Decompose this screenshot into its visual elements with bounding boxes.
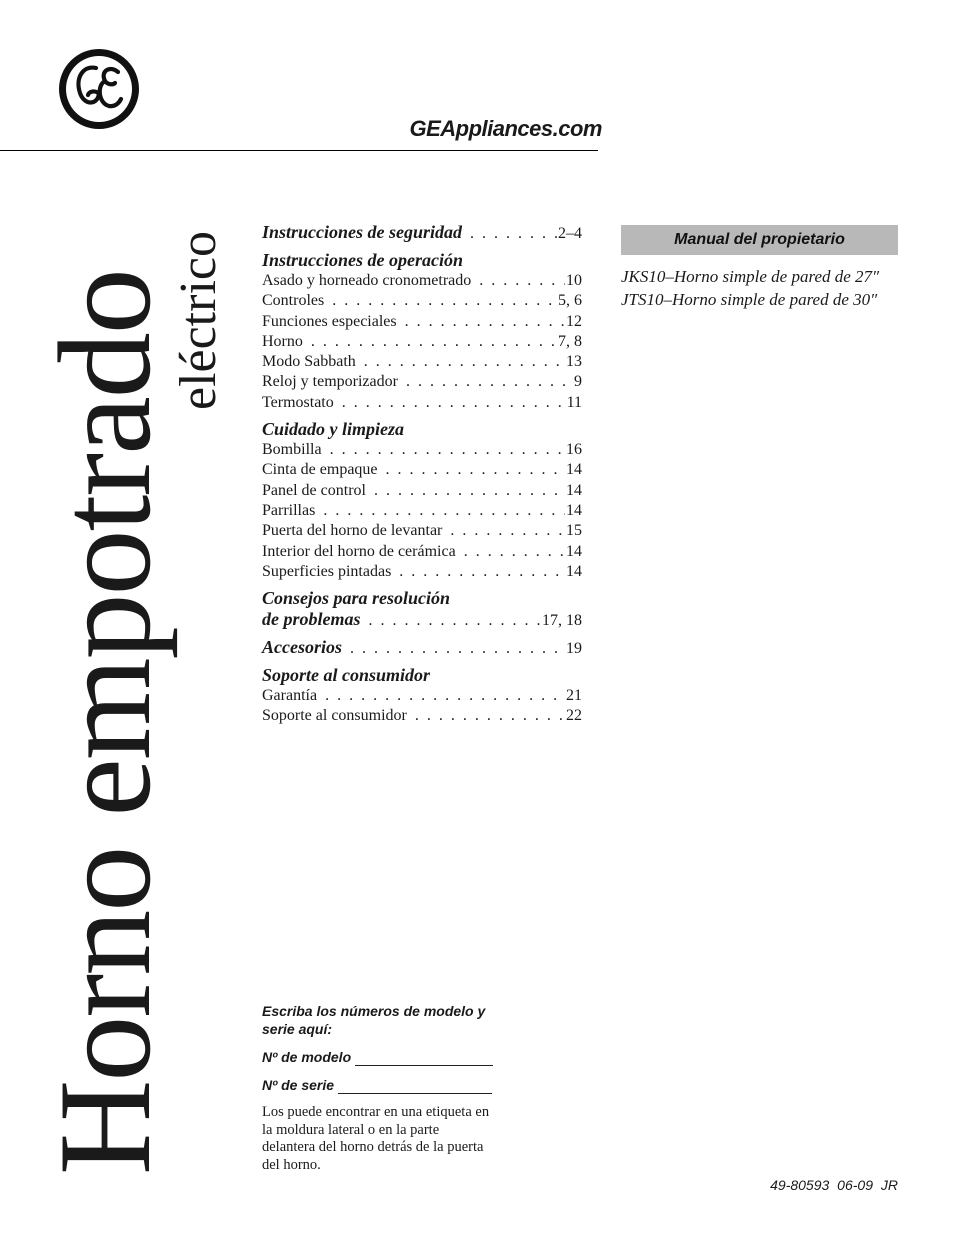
leader-dots <box>325 686 565 706</box>
toc-item[interactable] <box>262 562 582 582</box>
ge-logo-icon <box>58 48 140 130</box>
toc-item-label: Reloj y temporizador <box>262 373 398 391</box>
record-note: Los puede encontrar en una etiqueta en la moldura lateral o en la parte delantera del horno detrás de la puerta del horno. <box>262 1104 490 1173</box>
page-title: Horno empotrado <box>31 270 178 1175</box>
toc-item[interactable] <box>262 460 582 480</box>
toc-item-label: Funciones especiales <box>262 312 397 330</box>
toc-item[interactable] <box>262 291 582 311</box>
leader-dots <box>342 393 566 413</box>
record-heading: Escriba los números de modelo y serie aquí: <box>262 1003 486 1037</box>
toc-item[interactable] <box>262 332 582 352</box>
leader-dots <box>405 312 565 332</box>
toc-item-label: Cinta de empaque <box>262 461 378 479</box>
toc-page: 12 <box>566 312 582 330</box>
toc-item-label: Bombilla <box>262 441 322 459</box>
site-url[interactable]: GEAppliances.com <box>409 116 602 141</box>
toc-heading: Soporte al consumidor <box>262 665 431 686</box>
toc-item-label: Horno <box>262 332 303 350</box>
model-item: JTS10–Horno simple de pared de 30″ <box>621 290 878 309</box>
model-number-label: Nº de modelo <box>262 1049 352 1065</box>
toc-page: 11 <box>566 393 582 411</box>
model-list <box>621 265 879 311</box>
toc-heading: Instrucciones de operación <box>262 250 464 270</box>
table-of-contents <box>262 222 582 733</box>
toc-item-label: Interior del horno de cerámica <box>262 542 456 560</box>
serial-number-field[interactable] <box>262 1076 522 1094</box>
leader-dots <box>470 223 557 244</box>
page-subtitle: eléctrico <box>170 231 227 410</box>
toc-page: 14 <box>566 481 582 499</box>
toc-item-label: Termostato <box>262 393 334 411</box>
toc-heading: Consejos para resolución <box>262 588 451 609</box>
header-divider <box>0 150 598 151</box>
toc-page: 14 <box>566 542 582 560</box>
toc-page: 14 <box>566 562 582 580</box>
toc-item[interactable] <box>262 481 582 501</box>
leader-dots <box>374 481 565 501</box>
toc-page: 10 <box>566 272 582 289</box>
toc-item[interactable] <box>262 521 582 541</box>
toc-item-label: Garantía <box>262 687 318 705</box>
toc-heading: Instrucciones de seguridad <box>262 222 463 242</box>
record-numbers-block <box>262 1002 522 1174</box>
toc-item[interactable] <box>262 312 582 332</box>
toc-heading: Cuidado y limpieza <box>262 419 405 440</box>
manual-label: Manual del propietario <box>621 225 898 255</box>
toc-page: 19 <box>566 640 582 658</box>
leader-dots <box>364 352 565 372</box>
leader-dots <box>415 706 565 726</box>
toc-section-accesorios <box>262 637 582 659</box>
toc-item[interactable] <box>262 542 582 562</box>
serial-number-label: Nº de serie <box>262 1077 335 1093</box>
leader-dots <box>332 291 557 311</box>
toc-item[interactable] <box>262 686 582 706</box>
toc-heading-row[interactable] <box>262 637 582 659</box>
toc-item[interactable] <box>262 372 582 392</box>
model-item: JKS10–Horno simple de pared de 27″ <box>621 267 880 286</box>
leader-dots <box>323 501 565 521</box>
toc-item-label: Soporte al consumidor <box>262 707 407 725</box>
toc-section-problemas <box>262 588 582 631</box>
leader-dots <box>369 610 542 631</box>
toc-page: 17, 18 <box>542 612 582 630</box>
toc-heading-row[interactable] <box>262 222 582 244</box>
toc-page: 7, 8 <box>558 332 582 350</box>
toc-item-label: Asado y horneado cronometrado <box>262 272 472 289</box>
toc-item-label: Panel de control <box>262 481 366 499</box>
toc-item[interactable] <box>262 271 582 291</box>
model-number-line[interactable] <box>355 1053 493 1066</box>
toc-section-seguridad <box>262 222 582 244</box>
toc-item[interactable] <box>262 706 582 726</box>
toc-item-label: Puerta del horno de levantar <box>262 522 443 540</box>
leader-dots <box>479 271 565 291</box>
toc-page: 22 <box>566 707 582 725</box>
toc-heading: Accesorios <box>262 637 342 658</box>
toc-item-label: Controles <box>262 292 325 310</box>
leader-dots <box>464 542 565 562</box>
leader-dots <box>350 638 565 659</box>
leader-dots <box>330 440 565 460</box>
toc-heading-line2: de problemas <box>262 609 361 630</box>
document-id: 49-80593 06-09 JR <box>770 1177 898 1193</box>
leader-dots <box>450 521 565 541</box>
serial-number-line[interactable] <box>338 1081 492 1094</box>
toc-item-label: Superficies pintadas <box>262 562 392 580</box>
toc-section-soporte <box>262 665 582 727</box>
toc-page: 13 <box>566 353 582 371</box>
toc-page: 14 <box>566 461 582 479</box>
toc-item[interactable] <box>262 440 582 460</box>
toc-page: 16 <box>566 441 582 459</box>
toc-item[interactable] <box>262 393 582 413</box>
toc-page: 5, 6 <box>558 292 582 310</box>
toc-item-label: Modo Sabbath <box>262 353 356 371</box>
leader-dots <box>311 332 557 352</box>
toc-page: 15 <box>566 522 582 540</box>
model-number-field[interactable] <box>262 1048 522 1066</box>
toc-page: 9 <box>574 373 582 391</box>
toc-item[interactable] <box>262 501 582 521</box>
toc-section-cuidado <box>262 419 582 582</box>
toc-heading-row[interactable] <box>262 609 582 631</box>
leader-dots <box>399 562 565 582</box>
toc-page: 2–4 <box>558 225 582 242</box>
toc-section-operacion <box>262 250 582 413</box>
toc-page: 21 <box>566 687 582 705</box>
leader-dots <box>386 460 565 480</box>
leader-dots <box>406 372 573 392</box>
toc-page: 14 <box>566 501 582 519</box>
toc-item[interactable] <box>262 352 582 372</box>
toc-item-label: Parrillas <box>262 501 316 519</box>
